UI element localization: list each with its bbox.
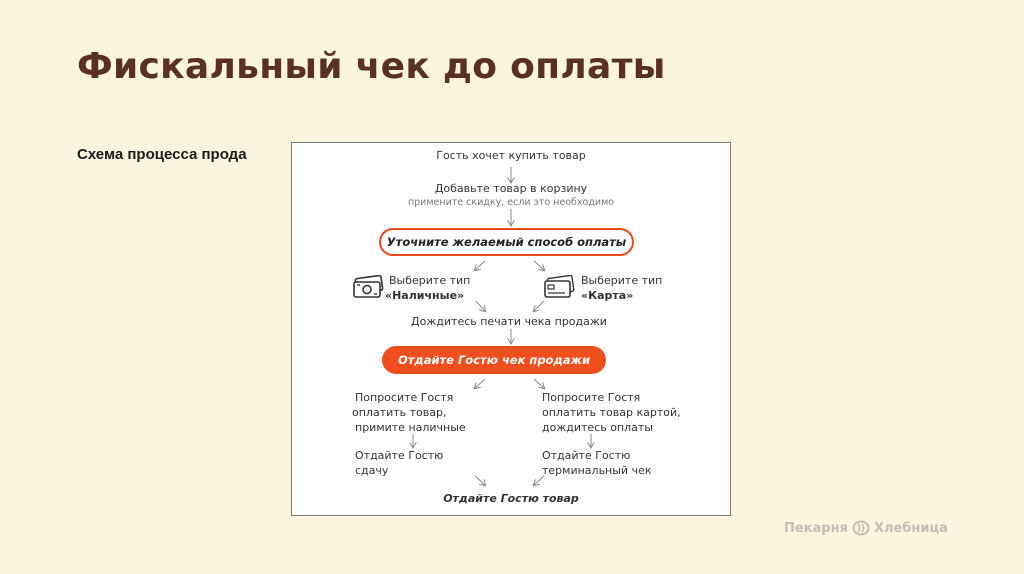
arrow-12 [475,476,485,485]
bread-logo-icon [852,520,870,536]
change-line1: Отдайте Гостю [355,449,444,462]
terminal-line2: терминальный чек [542,464,652,477]
card-type-line2: «Карта» [581,289,634,302]
arrow-9 [534,379,544,388]
card-pay-line3: дождитесь оплаты [542,421,653,434]
slide-subtitle: Схема процесса прода [77,146,247,163]
slide-title: Фискальный чек до оплаты [77,46,666,87]
step-guest-wants: Гость хочет купить товар [436,149,586,162]
step-add-cart: Добавьте товар в корзину [434,182,588,195]
cash-type-line2: «Наличные» [385,289,465,302]
step-give-goods: Отдайте Гостю товар [443,492,579,505]
arrow-5 [476,301,485,311]
change-line2: сдачу [355,464,389,477]
cash-icon [352,275,384,299]
brand-logo [784,520,948,536]
arrow-3 [475,261,485,270]
arrow-4 [534,261,544,270]
step-add-cart-note: примените скидку, если это необходимо [407,197,615,208]
brand-left: Пекарня [784,520,848,536]
card-icon [543,275,575,299]
arrow-8 [475,379,485,388]
card-type-line1: Выберите тип [581,274,663,287]
cash-pay-line3: примите наличные [355,421,466,434]
process-diagram [291,142,731,516]
step-wait-print: Дождитесь печати чека продажи [411,315,607,328]
arrow-6 [534,301,544,311]
clarify-payment-box: Уточните желаемый способ оплаты [379,228,634,256]
terminal-line1: Отдайте Гостю [542,449,631,462]
card-pay-line1: Попросите Гостя [542,391,641,404]
cash-pay-line1: Попросите Гостя [355,391,454,404]
cash-pay-line2: оплатить товар, [352,406,447,419]
brand-right: Хлебница [873,520,948,536]
card-pay-line2: оплатить товар картой, [542,406,681,419]
cash-type-line1: Выберите тип [389,274,471,287]
give-receipt-box: Отдайте Гостю чек продажи [382,346,606,374]
